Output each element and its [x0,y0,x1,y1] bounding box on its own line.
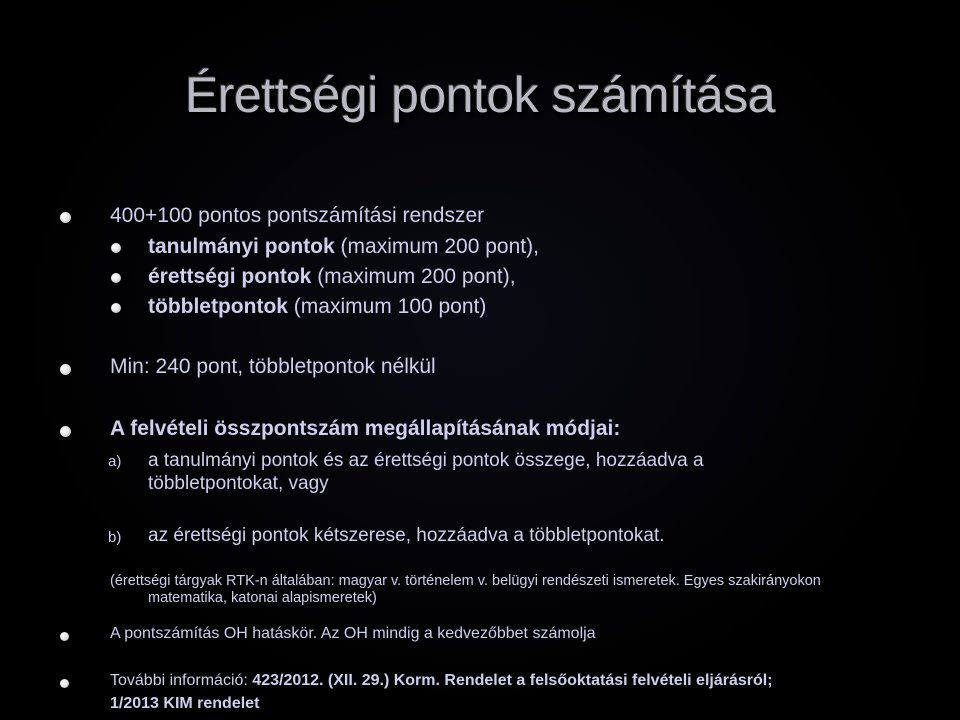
sub-item-tobblet [148,295,486,319]
bullet-icon [60,364,71,375]
option-a-marker: a) [108,453,122,470]
sub-item-tanulmanyi [148,235,539,259]
bullet-icon [60,426,71,437]
sub-item-erettsegi [148,265,516,289]
bullet-icon [60,212,71,223]
bullet-icon [60,632,69,641]
sub-item-normal: (maximum 200 pont), [334,235,539,258]
bullet-icon [111,243,121,253]
bullet-icon [111,303,121,313]
bullet-icon [60,679,69,688]
felveteli-heading: A felvételi összpontszám megállapításának módjai: [110,417,621,440]
info-line2: 1/2013 KIM rendelet [110,695,260,712]
option-a-line2: többletpontokat, vagy [148,473,329,494]
bullet-icon [111,273,121,283]
system-line: 400+100 pontos pontszámítási rendszer [110,204,485,227]
sub-item-bold: tanulmányi pontok [148,235,335,258]
sub-item-bold: érettségi pontok [148,265,312,288]
note-line1: (érettségi tárgyak RTK-n általában: magyar v. történelem v. belügyi rendészeti ismeretek. Egyes szakirányokon [110,573,821,589]
sub-item-bold: többletpontok [148,295,288,318]
oh-line: A pontszámítás OH hatáskör. Az OH mindig a kedvezőbbet számolja [110,625,596,642]
min-line: Min: 240 pont, többletpontok nélkül [110,355,436,378]
option-b-line1: az érettségi pontok kétszerese, hozzáadva a többletpontokat. [148,525,665,546]
option-b-marker: b) [108,529,122,546]
info-bold1: 423/2012. (XII. 29.) Korm. Rendelet a felsőoktatási felvételi eljárásról; [252,672,773,689]
sub-item-normal: (maximum 200 pont), [311,265,516,288]
sub-item-normal: (maximum 100 pont) [287,295,487,318]
option-a-line1: a tanulmányi pontok és az érettségi pontok összege, hozzáadva a [148,450,704,471]
info-prefix: További információ: [110,672,253,689]
note-line2: matematika, katonai alapismeretek) [148,590,377,606]
slide-title: Érettségi pontok számítása [184,67,776,123]
info-line [110,672,773,690]
